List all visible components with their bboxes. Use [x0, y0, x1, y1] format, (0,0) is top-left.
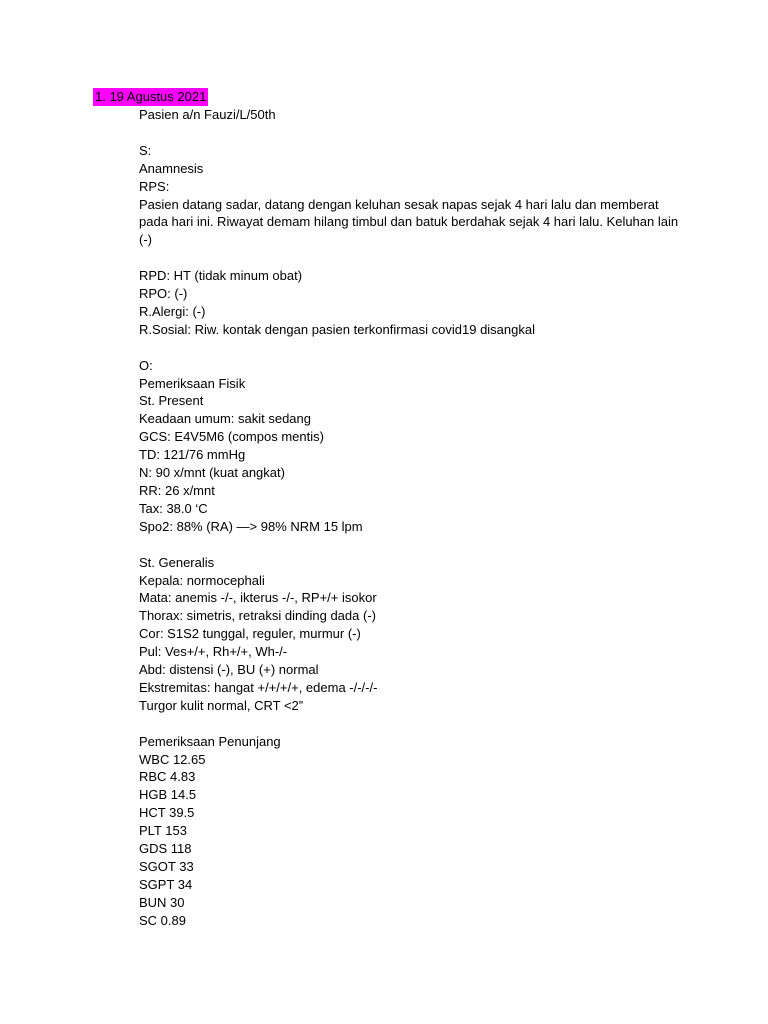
generalis-item: Ekstremitas: hangat +/+/+/+, edema -/-/-/-: [139, 679, 378, 695]
lab-item: BUN 30: [139, 894, 185, 910]
blank-line: [139, 715, 679, 733]
present-item: GCS: E4V5M6 (compos mentis): [139, 429, 324, 445]
note-body: [139, 106, 679, 930]
generalis-item: Kepala: normocephali: [139, 572, 265, 588]
status-generalis-title: St. Generalis: [139, 554, 215, 570]
patient-line: Pasien a/n Fauzi/L/50th: [139, 107, 276, 122]
rps-text: Pasien datang sadar, datang dengan keluhan sesak napas sejak 4 hari lalu dan memberat pada hari ini. Riwayat demam hilang timbul dan batuk berdahak sejak 4 hari lalu. Keluhan lain (-): [139, 196, 679, 248]
blank-line: [139, 339, 679, 357]
generalis-item: Thorax: simetris, retraksi dinding dada (-): [139, 608, 376, 624]
allergy-line: R.Alergi: (-): [139, 303, 206, 319]
present-item: RR: 26 x/mnt: [139, 482, 215, 498]
generalis-item: Pul: Ves+/+, Rh+/+, Wh-/-: [139, 644, 288, 660]
lab-item: GDS 118: [139, 841, 192, 857]
rps-label: RPS:: [139, 178, 170, 194]
date-heading: 1. 19 Agustus 2021: [95, 89, 207, 104]
generalis-item: Cor: S1S2 tunggal, reguler, murmur (-): [139, 626, 361, 642]
anamnesis-title: Anamnesis: [139, 160, 204, 176]
blank-line: [139, 249, 679, 267]
status-present-title: St. Present: [139, 393, 204, 409]
rpd-line: RPD: HT (tidak minum obat): [139, 268, 303, 284]
blank-line: [139, 536, 679, 554]
lab-item: WBC 12.65: [139, 751, 206, 767]
lab-item: HGB 14.5: [139, 787, 197, 803]
lab-title: Pemeriksaan Penunjang: [139, 733, 281, 749]
blank-line: [139, 124, 679, 142]
social-history-line: R.Sosial: Riw. kontak dengan pasien terkonfirmasi covid19 disangkal: [139, 321, 535, 337]
subjective-label: S:: [139, 142, 152, 158]
generalis-item: Mata: anemis -/-, ikterus -/-, RP+/+ isokor: [139, 590, 377, 606]
physical-exam-title: Pemeriksaan Fisik: [139, 375, 246, 391]
present-item: TD: 121/76 mmHg: [139, 447, 246, 463]
lab-item: HCT 39.5: [139, 805, 195, 821]
generalis-item: Turgor kulit normal, CRT <2”: [139, 697, 304, 713]
lab-item: PLT 153: [139, 823, 187, 839]
lab-item: SGOT 33: [139, 858, 194, 874]
rpo-line: RPO: (-): [139, 286, 188, 302]
lab-item: RBC 4.83: [139, 769, 196, 785]
generalis-item: Abd: distensi (-), BU (+) normal: [139, 662, 319, 678]
present-item: Tax: 38.0 ‘C: [139, 500, 208, 516]
objective-label: O:: [139, 357, 153, 373]
lab-item: SC 0.89: [139, 912, 186, 928]
present-item: N: 90 x/mnt (kuat angkat): [139, 465, 285, 481]
lab-item: SGPT 34: [139, 876, 193, 892]
present-item: Spo2: 88% (RA) —> 98% NRM 15 lpm: [139, 518, 363, 534]
present-item: Keadaan umum: sakit sedang: [139, 411, 311, 427]
